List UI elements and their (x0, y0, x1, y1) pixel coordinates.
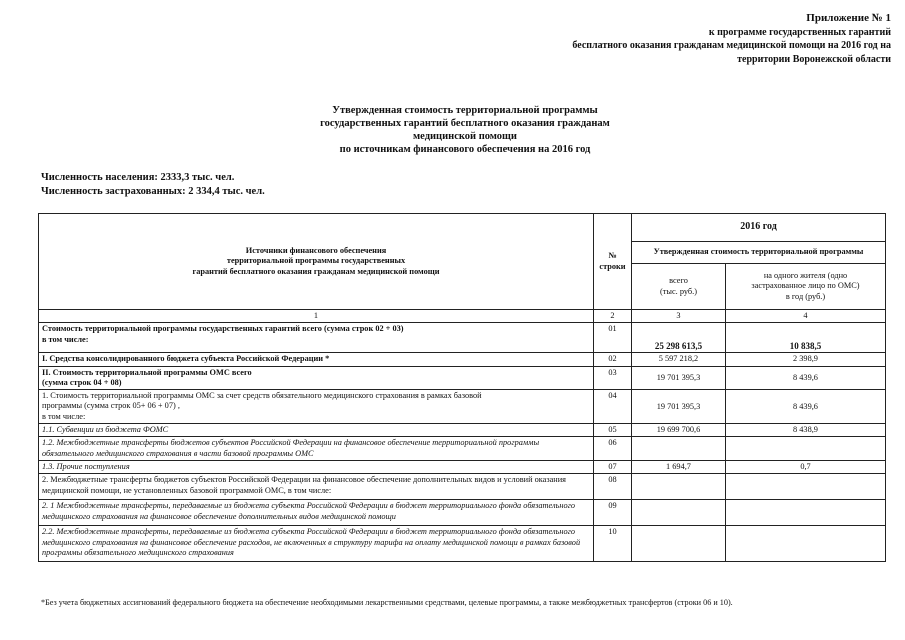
row-source: 1.3. Прочие поступления (39, 461, 594, 474)
row-total (632, 526, 726, 562)
row-per-capita: 10 838,5 (726, 323, 886, 353)
row-per-capita (726, 526, 886, 562)
footnote: *Без учета бюджетных ассигнований федерального бюджета на обеспечение необходимыми лекарственными средствами, целевые программы, а также межбюджетных трансфертов (строки 06 и 10). (41, 598, 733, 607)
insured-count: Численность застрахованных: 2 334,4 тыс. чел. (41, 186, 265, 197)
header-per-line: в год (руб.) (785, 291, 826, 301)
title-line: медицинской помощи (413, 131, 517, 142)
header-source-line: гарантий бесплатного оказания гражданам медицинской помощи (192, 266, 440, 276)
row-number: 08 (594, 474, 632, 500)
header-per-line: на одного жителя (одно (763, 271, 848, 281)
row-total: 19 699 700,6 (632, 424, 726, 437)
table-row (39, 526, 886, 562)
row-source-line: (сумма строк 04 + 08) (42, 377, 122, 387)
appendix-line: к программе государственных гарантий (708, 26, 891, 38)
row-per-capita: 8 439,6 (726, 390, 886, 424)
appendix-line: Приложение № 1 (806, 12, 891, 24)
row-source: 2. Межбюджетные трансферты бюджетов субъектов Российской Федерации на финансовое обеспечение дополнительных видов и условий оказания медицинской помощи, не установленных базовой программой ОМС, в том числе: (39, 474, 594, 500)
header-total (632, 264, 726, 310)
header-per-line: застрахованное лицо по ОМС) (751, 281, 860, 291)
header-total-line: всего (669, 276, 688, 286)
population-stats (41, 171, 265, 199)
row-number: 04 (594, 390, 632, 424)
header-row-number (594, 214, 632, 310)
table-row (39, 474, 886, 500)
row-number: 05 (594, 424, 632, 437)
row-source-line: в том числе: (42, 411, 86, 421)
row-source-line: II. Стоимость территориальной программы ОМС всего (42, 367, 252, 377)
row-source: 1.2. Межбюджетные трансферты бюджетов субъектов Российской Федерации на финансовое обеспечение территориальной программы обязательного медицинского страхования в части базовой программы ОМС (39, 437, 594, 461)
row-source: I. Средства консолидированного бюджета субъекта Российской Федерации * (39, 353, 594, 366)
row-total (632, 437, 726, 461)
appendix-line: территории Воронежской области (737, 53, 891, 65)
row-number: 09 (594, 500, 632, 526)
row-source: 2.2. Межбюджетные трансферты, передаваемые из бюджета субъекта Российской Федерации в бюджет территориального фонда обязательного медицинского страхования на финансовое обеспечение расходов, не включенных в структуру тарифа на оплату медицинской помощи в рамках базовой программы обязательного медицинского страхования (39, 526, 594, 562)
header-row-number-line: строки (599, 261, 626, 271)
row-total (632, 500, 726, 526)
table-row (39, 461, 886, 474)
row-number: 07 (594, 461, 632, 474)
row-per-capita (726, 500, 886, 526)
header-approved: Утвержденная стоимость территориальной программы (632, 242, 886, 264)
column-number-row (39, 310, 886, 323)
row-source (39, 323, 594, 353)
row-per-capita (726, 474, 886, 500)
document-title (290, 104, 640, 156)
header-row-number-line: № (608, 251, 617, 261)
population-count: Численность населения: 2333,3 тыс. чел. (41, 172, 235, 183)
col-number: 2 (594, 310, 632, 323)
row-source-line: в том числе: (42, 334, 89, 344)
table-row (39, 366, 886, 390)
row-total: 25 298 613,5 (632, 323, 726, 353)
row-total: 19 701 395,3 (632, 366, 726, 390)
appendix-header (572, 12, 891, 66)
header-year: 2016 год (632, 214, 886, 242)
table-row (39, 323, 886, 353)
row-total: 19 701 395,3 (632, 390, 726, 424)
row-total (632, 474, 726, 500)
col-number: 4 (726, 310, 886, 323)
appendix-line: бесплатного оказания гражданам медицинской помощи на 2016 год на (572, 40, 891, 51)
table-row (39, 390, 886, 424)
row-number: 03 (594, 366, 632, 390)
row-per-capita: 0,7 (726, 461, 886, 474)
row-source-line: 1. Стоимость территориальной программы ОМС за счет средств обязательного медицинского страхования в рамках базовой (42, 391, 482, 401)
row-total: 1 694,7 (632, 461, 726, 474)
row-source (39, 390, 594, 424)
row-per-capita (726, 437, 886, 461)
row-per-capita: 8 438,9 (726, 424, 886, 437)
row-per-capita: 8 439,6 (726, 366, 886, 390)
row-total: 5 597 218,2 (632, 353, 726, 366)
header-source-line: территориальной программы государственных (226, 256, 406, 266)
col-number: 1 (39, 310, 594, 323)
cost-table (38, 213, 886, 562)
row-number: 02 (594, 353, 632, 366)
row-source: 1.1. Субвенции из бюджета ФОМС (39, 424, 594, 437)
table-row (39, 353, 886, 366)
header-source (39, 214, 594, 310)
row-source: 2. 1 Межбюджетные трансферты, передаваемые из бюджета субъекта Российской Федерации в бюджет территориального фонда обязательного медицинского страхования на финансовое обеспечение дополнительных видов медицинской помощи (39, 500, 594, 526)
row-per-capita: 2 398,9 (726, 353, 886, 366)
header-per-capita (726, 264, 886, 310)
table-row (39, 500, 886, 526)
col-number: 3 (632, 310, 726, 323)
row-source (39, 366, 594, 390)
row-source-line: программы (сумма строк 05+ 06 + 07) , (42, 401, 180, 411)
title-line: по источникам финансового обеспечения на 2016 год (339, 144, 591, 155)
row-number: 10 (594, 526, 632, 562)
row-number: 06 (594, 437, 632, 461)
title-line: государственных гарантий бесплатного оказания гражданам (320, 118, 610, 129)
header-total-line: (тыс. руб.) (660, 286, 697, 296)
table-row (39, 424, 886, 437)
table-row (39, 437, 886, 461)
row-source-line: Стоимость территориальной программы государственных гарантий всего (сумма строк 02 + 03) (42, 324, 404, 334)
header-source-line: Источники финансового обеспечения (245, 246, 387, 256)
title-line: Утвержденная стоимость территориальной программы (332, 105, 598, 116)
row-number: 01 (594, 323, 632, 353)
